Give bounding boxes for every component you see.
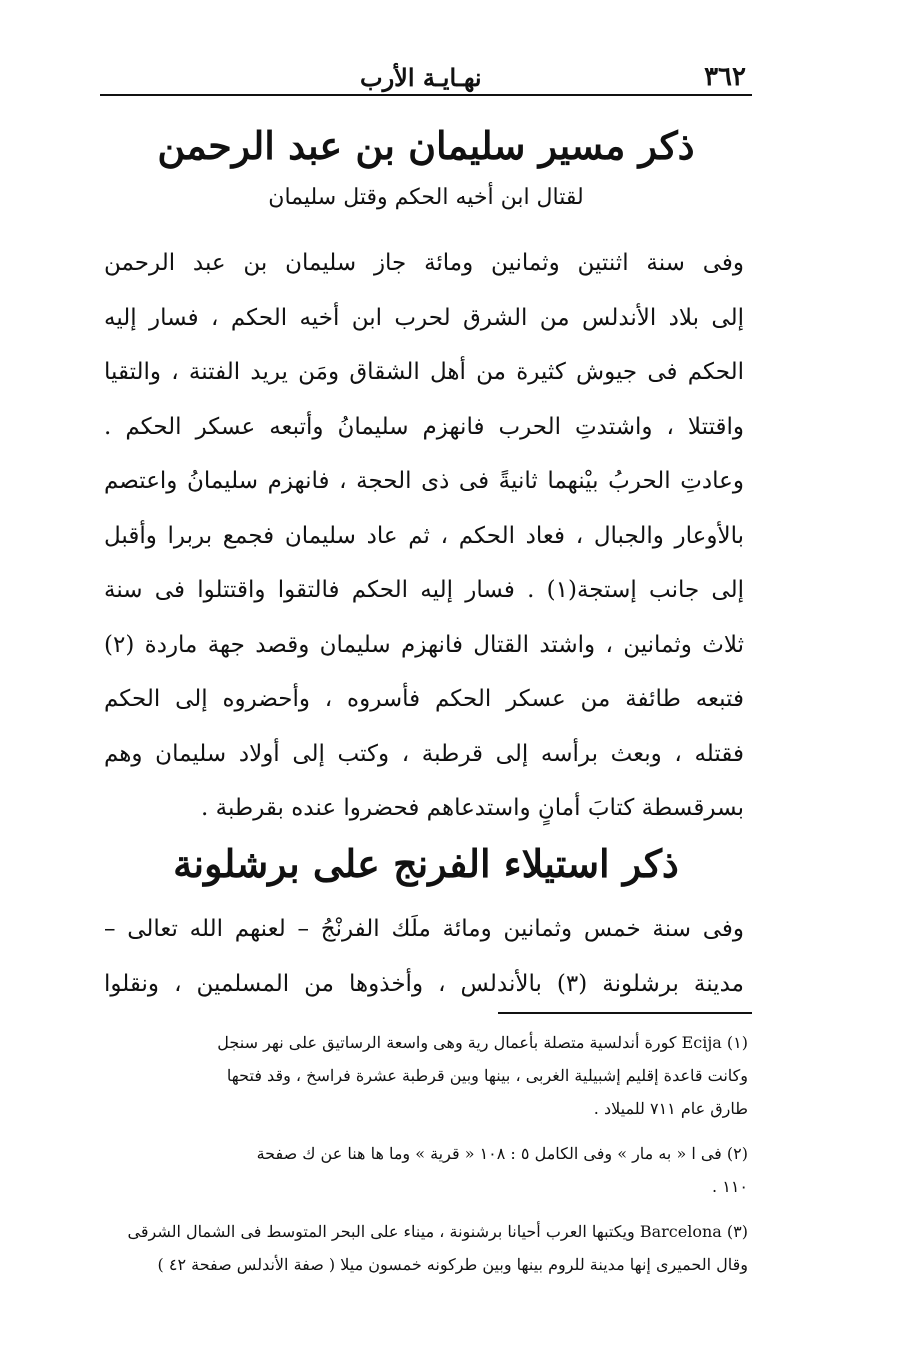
text-line: وفى سنة اثنتين وثمانين ومائة جاز سليمان بن عبد الرحمن [104,250,744,276]
footnote-line: (١) Ecija كورة أندلسية متصلة بأعمال رية وهى واسعة الرساتيق على نهر سنجل [217,1033,748,1052]
footnote-3 [104,1215,748,1281]
text-line: واقتتلا ، واشتدتِ الحرب فانهزم سليمانُ وأتبعه عسكر الحكم . [104,413,744,440]
text-line: وعادتِ الحربُ بيْنهما ثانيةً فى ذى الحجة ، فانهزم سليمانُ واعتصم [104,468,744,494]
running-title: نهـايـة الأرب [360,63,482,92]
text-line: وفى سنة خمس وثمانين ومائة ملَك الفرنْجُ – لعنهم الله تعالى – [104,916,744,942]
section2-body [104,902,744,1011]
text-line: بسرقسطة كتابَ أمانٍ واستدعاهم فحضروا عنده بقرطبة . [201,795,744,821]
text-line: مدينة برشلونة (٣) بالأندلس ، وأخذوها من المسلمين ، ونقلوا [104,970,744,997]
section1-subtitle: لقتال ابن أخيه الحكم وقتل سليمان [268,185,584,210]
section1-title: ذكر مسير سليمان بن عبد الرحمن [157,123,695,168]
footnote-line: وكانت قاعدة إقليم إشبيلية الغربى ، بينها وبين قرطبة عشرة فراسخ ، وقد فتحها [226,1066,748,1085]
footnotes [104,1026,748,1281]
footnote-2 [104,1137,748,1203]
text-line: إلى جانب إستجة(١) . فسار إليه الحكم فالتقوا واقتتلوا فى سنة [104,577,744,603]
header-rule [100,94,752,96]
text-line: فتبعه طائفة من عسكر الحكم فأسروه ، وأحضروه إلى الحكم [104,686,744,712]
footnote-line: (٢) فى ا « به مار » وفى الكامل ٥ : ١٠٨ « قرية » وما ها هنا عن ك صفحة [256,1144,748,1163]
section2-title: ذكر استيلاء الفرنج على برشلونة [173,841,679,886]
footnote-line: (٣) Barcelona ويكتبها العرب أحيانا برشنونة ، ميناء على البحر المتوسط فى الشمال الشرقى [127,1222,748,1241]
section1-body [104,236,744,836]
text-line: إلى بلاد الأندلس من الشرق لحرب ابن أخيه الحكم ، فسار إليه [104,304,744,331]
footnote-line: طارق عام ٧١١ للميلاد . [593,1099,748,1118]
footnote-rule [498,1012,752,1014]
footnote-line: وقال الحميرى إنها مدينة للروم بينها وبين طركونه خمسون ميلا ( صفة الأندلس صفحة ٤٢ ) [157,1255,748,1274]
page-header [100,46,752,92]
footnote-line: ١١٠ . [712,1177,748,1196]
page-number: ٣٦٢ [704,62,746,92]
text-line: فقتله ، وبعث برأسه إلى قرطبة ، وكتب إلى أولاد سليمان وهم [104,740,744,767]
text-line: ثلاث وثمانين ، واشتد القتال فانهزم سليمان وقصد جهة ماردة (٢) [104,631,744,658]
text-line: بالأوعار والجبال ، فعاد الحكم ، ثم عاد سليمان فجمع بربرا وأقبل [104,522,744,549]
text-line: الحكم فى جيوش كثيرة من أهل الشقاق ومَن يريد الفتنة ، والتقيا [104,359,744,385]
footnote-1 [104,1026,748,1125]
